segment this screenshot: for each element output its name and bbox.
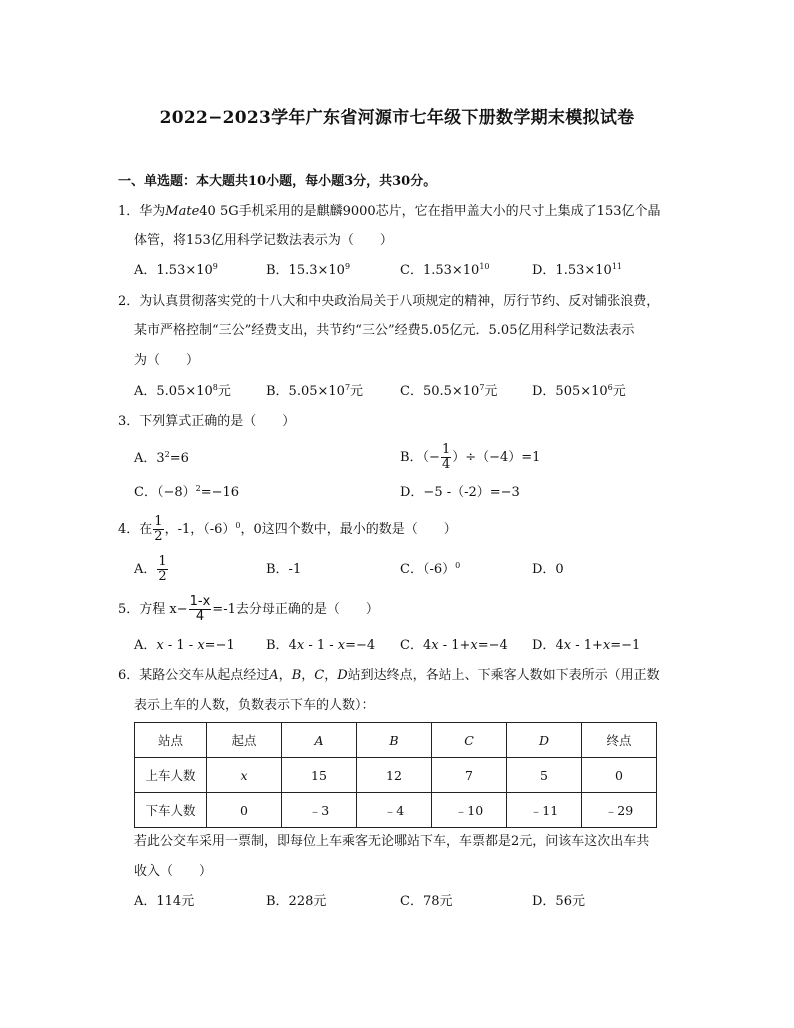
table-row <box>135 758 657 793</box>
table-cell: 12 <box>357 758 432 793</box>
q1-option-b[interactable]: B．$15.3\times 10^9$ <box>266 262 351 278</box>
q4-option-c[interactable]: C．$(-6)^0$ <box>400 561 461 577</box>
table-header-row <box>135 723 657 758</box>
table-cell: 7 <box>432 758 507 793</box>
table-header-cell: C <box>432 723 507 758</box>
q4-option-a[interactable]: A． $\frac{1}{2}$ <box>134 554 167 584</box>
q4-stem: 4．在 $\frac{1}{2}$ ，-1，$(-6)^0$，0这四个数中，最小的数是（ ） <box>118 514 457 544</box>
q4-option-b[interactable]: B．-1 <box>266 562 302 577</box>
table-cell: x <box>207 758 282 793</box>
q5-option-b[interactable]: B．4x - 1 - x=−4 <box>266 638 376 653</box>
q6-stem-line2: 表示上车的人数，负数表示下车的人数）： <box>134 698 375 713</box>
q1-option-a[interactable]: A．$1.53\times 10^9$ <box>134 262 218 278</box>
q2-stem-line3: 为（ ） <box>134 353 200 368</box>
q2-option-d[interactable]: D．$505\times 10^6$元 <box>532 383 626 399</box>
passenger-table <box>134 722 657 828</box>
q6-stem-line1: 6．某路公交车从起点经过A，B，C，D站到达终点，各站上、下乘客人数如下表所示（用正数 <box>118 668 660 683</box>
q2-stem-line1: 2．为认真贯彻落实党的十八大和中央政治局关于八项规定的精神，厉行节约、反对铺张浪费， <box>118 294 660 309</box>
q3-option-d[interactable]: D．−5 -（-2）=−3 <box>400 485 520 500</box>
fraction: $\frac{1}{4}$ <box>441 442 451 472</box>
table-cell: ﹣29 <box>582 793 657 828</box>
q5-option-a[interactable]: A．x - 1 - x=−1 <box>134 638 235 653</box>
q3-option-b[interactable]: B．（− $\frac{1}{4}$ ）÷（−4）=1 <box>400 442 541 472</box>
q6-after-line2: 收入（ ） <box>134 864 213 879</box>
q1-stem-line1: 1．华为Mate40 5G手机采用的是麒麟9000芯片，它在指甲盖大小的尺寸上集成了153亿个晶 <box>118 204 661 219</box>
table-row <box>135 793 657 828</box>
q1-option-d[interactable]: D．$1.53\times 10^{11}$ <box>532 262 622 278</box>
q5-option-d[interactable]: D．4x - 1+x=−1 <box>532 638 641 653</box>
q3-option-a[interactable]: A．$3^2=6$ <box>134 450 189 466</box>
q6-option-d[interactable]: D．56元 <box>532 894 585 909</box>
page-title: 2022−2023学年广东省河源市七年级下册数学期末模拟试卷 <box>159 108 635 128</box>
table-header-cell: B <box>357 723 432 758</box>
table-cell: ﹣10 <box>432 793 507 828</box>
q3-stem: 3．下列算式正确的是（ ） <box>118 414 296 429</box>
table-header-cell: D <box>507 723 582 758</box>
table-cell: 5 <box>507 758 582 793</box>
q2-option-b[interactable]: B．$5.05\times 10^7$元 <box>266 383 364 399</box>
q5-option-c[interactable]: C．4x - 1+x=−4 <box>400 638 508 653</box>
fraction: $\frac{1}{2}$ <box>154 514 163 544</box>
section-heading: 一、单选题：本大题共10小题，每小题3分，共30分。 <box>118 174 437 189</box>
table-cell: ﹣4 <box>357 793 432 828</box>
table-header-cell: 起点 <box>207 723 282 758</box>
q6-after-line1: 若此公交车采用一票制，即每位上车乘客无论哪站下车，车票都是2元，问该车这次出车共 <box>134 834 650 849</box>
q2-stem-line2: 某市严格控制“三公”经费支出，共节约“三公”经费5.05亿元．5.05亿用科学记数法表示 <box>134 323 635 338</box>
fraction: $\frac{1}{2}$ <box>158 554 167 584</box>
table-header-cell: 终点 <box>582 723 657 758</box>
q4-option-d[interactable]: D．0 <box>532 562 564 577</box>
table-cell: ﹣3 <box>282 793 357 828</box>
table-header-cell: 站点 <box>135 723 207 758</box>
q3-option-c[interactable]: C．$(-8)^2=-16$ <box>134 484 240 500</box>
q1-stem-line2: 体管，将153亿用科学记数法表示为（ ） <box>134 233 393 248</box>
q6-option-a[interactable]: A．114元 <box>134 894 195 909</box>
fraction: $\frac{1-x}{4}$ <box>189 594 211 624</box>
table-cell: 15 <box>282 758 357 793</box>
table-cell: 上车人数 <box>135 758 207 793</box>
q5-stem: 5．方程 x− $\frac{1-x}{4}$ =-1去分母正确的是（ ） <box>118 594 379 624</box>
q6-option-b[interactable]: B．228元 <box>266 894 327 909</box>
table-cell: 下车人数 <box>135 793 207 828</box>
q6-option-c[interactable]: C．78元 <box>400 894 453 909</box>
q2-option-a[interactable]: A．$5.05\times 10^8$元 <box>134 383 231 399</box>
table-cell: 0 <box>207 793 282 828</box>
q1-option-c[interactable]: C．$1.53\times 10^{10}$ <box>400 262 490 278</box>
table-cell: ﹣11 <box>507 793 582 828</box>
table-cell: 0 <box>582 758 657 793</box>
table-header-cell: A <box>282 723 357 758</box>
q2-option-c[interactable]: C．$50.5\times 10^7$元 <box>400 383 498 399</box>
